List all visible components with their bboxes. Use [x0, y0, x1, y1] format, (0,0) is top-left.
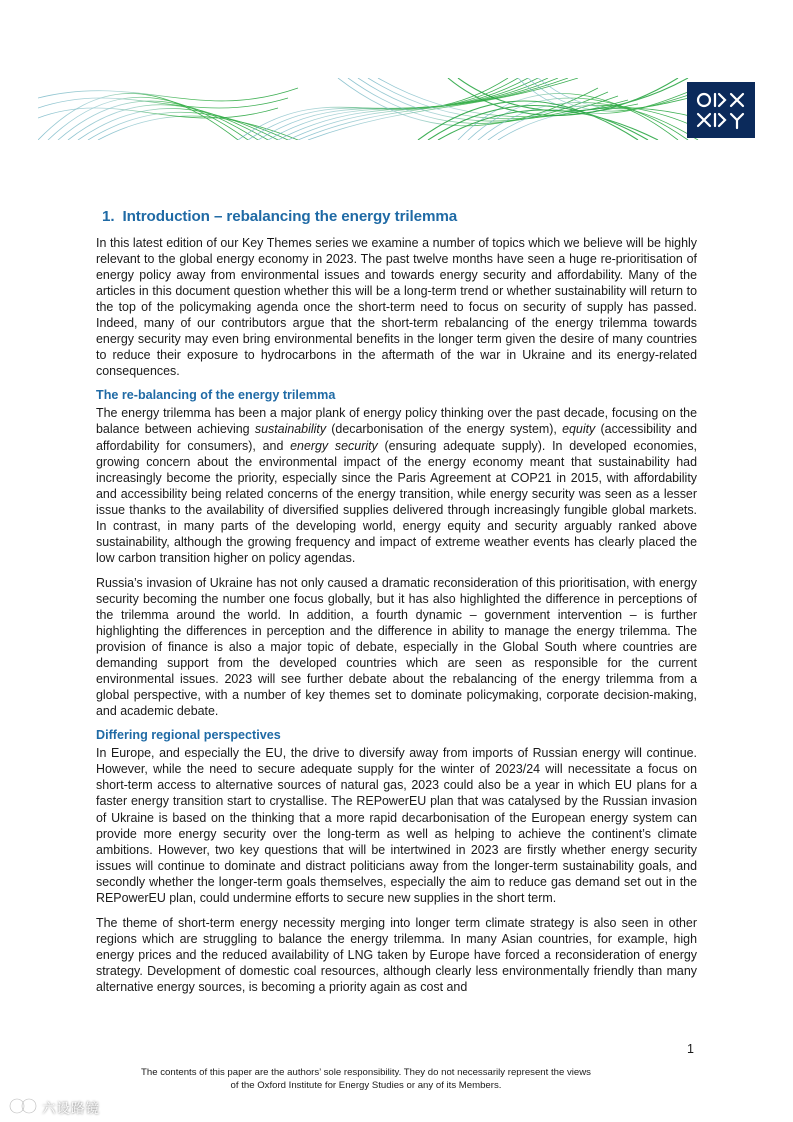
europe-paragraph: In Europe, and especially the EU, the drive to diversify away from imports of Russian energy will continue. However, while the need to secure adequate supply for the winter of 2023/24 will necessitate a focus on short-term access to alternative sources of natural gas, 2023 could also be a year in which EU plans for a faster energy transition start to crystallise. The REPowerEU plan that was catalysed by the Russian invasion of Ukraine is based on the thinking that a more rapid decarbonisation of the European energy system can provide more energy security over the long-term as well as helping to achieve the continent’s climate ambitions. However, two key questions that will be intertwined in 2023 are firstly whether energy security issues will continue to dominate and distract politicians away from the longer-term sustainability goals, and secondly whether the longer-term goals themselves, especially the aim to reduce gas demand set out in the REPowerEU plan, could undermine efforts to secure new supplies in the short term. [96, 746, 697, 905]
footer-line-2: of the Oxford Institute for Energy Studies or any of its Members. [230, 1079, 502, 1091]
text-run: (decarbonisation of the energy system), [326, 422, 563, 437]
term-energy-security: energy security [290, 438, 378, 453]
oies-logo [687, 82, 755, 138]
footer-disclaimer [98, 1067, 634, 1092]
asia-paragraph: The theme of short-term energy necessity merging into longer term climate strategy is also seen in other regions which are struggling to balance the energy trilemma. In many Asian countries, for example, high energy prices and the reduced availability of LNG taken by Europe have forced a reconsideration of energy strategy. Development of domestic coal resources, although clearly less environmentally friendly than many alternative energy sources, is becoming a priority again as cost and [96, 915, 697, 994]
heading-number: 1. [102, 208, 115, 225]
logo-mark-icon [687, 82, 755, 138]
subheading-regional: Differing regional perspectives [96, 728, 281, 743]
watermark-logo-icon [8, 1094, 38, 1116]
heading-title: Introduction – rebalancing the energy trilemma [122, 208, 458, 225]
text-run: (ensuring adequate supply). In developed economies, growing concern about the environmental impact of the energy economy meant that sustainability had increasingly become the priority, especially since the Paris Agreement at COP21 in 2015, with affordability and accessibility being related concerns of the energy transition, while energy security was seen as a lesser issue thanks to the availability of diversified supplies delivered through increasingly fungible global markets. In contrast, in many parts of the developing world, energy equity and security arguably ranked above sustainability, although the growing frequency and impact of extreme weather events has clearly placed the low carbon transition higher on policy agendas. [96, 438, 698, 565]
header-banner [38, 78, 756, 140]
watermark-text: 六设路镜 [42, 1101, 100, 1116]
term-equity: equity [562, 422, 596, 437]
trilemma-paragraph [96, 405, 697, 565]
watermark [8, 1094, 108, 1118]
text-run: (accessibility and affordability for consumers), and [96, 422, 697, 453]
wave-pattern [38, 78, 756, 140]
russia-paragraph: Russia’s invasion of Ukraine has not only caused a dramatic reconsideration of this prioritisation, with energy security becoming the number one focus globally, but it has also highlighted the difference in perceptions of the trilemma around the world. In addition, a fourth dynamic – government intervention – is further highlighting the differences in perception and the difference in ability to manage the energy trilemma. The provision of finance is also a major topic of debate, especially in the Global South where countries are demanding support from the developed countries which are seen as responsible for the current environmental issues. 2023 will see further debate about the rebalancing of the energy trilemma from a global perspective, with a number of key themes set to dominate policymaking, corporate decision-making, and academic debate. [96, 575, 697, 719]
article-body [96, 208, 697, 1004]
term-sustainability: sustainability [254, 422, 327, 437]
footer-line-1: The contents of this paper are the authors’ sole responsibility. They do not necessarily represent the views [141, 1067, 591, 1078]
page-number: 1 [687, 1042, 694, 1056]
section-heading [102, 208, 697, 225]
subheading-rebalancing: The re-balancing of the energy trilemma [96, 388, 336, 403]
intro-paragraph: In this latest edition of our Key Themes series we examine a number of topics which we believe will be highly relevant to the global energy economy in 2023. The past twelve months have seen a huge re-prioritisation of energy policy away from environmental issues and towards energy security and affordability. Many of the articles in this document question whether this will be a long-term trend or whether sustainability will return to the top of the policymaking agenda once the short-term need to focus on security of supply has passed. Indeed, many of our contributors argue that the short-term rebalancing of the energy trilemma towards energy security may even bring environmental benefits in the longer term given the desire of many countries to reduce their exposure to hydrocarbons in the aftermath of the war in Ukraine and its energy-related consequences. [96, 236, 697, 379]
text-run: The energy trilemma has been a major plank of energy policy thinking over the past decade, focusing on the balance between achieving [96, 406, 697, 437]
